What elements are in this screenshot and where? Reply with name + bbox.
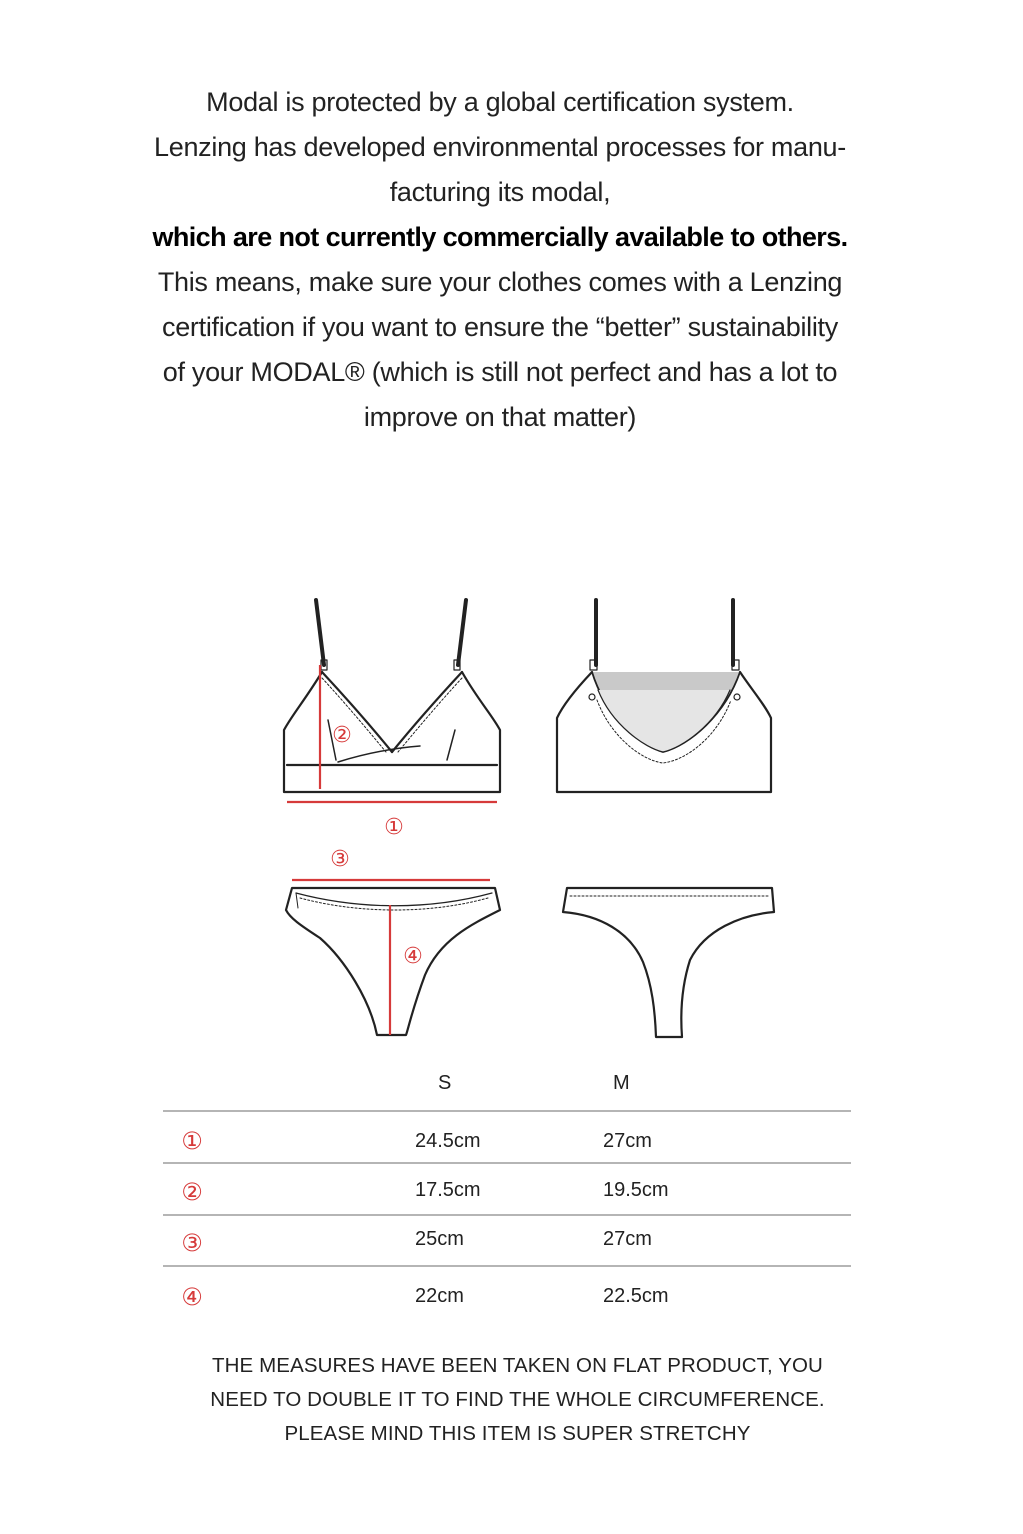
svg-text:①: ① xyxy=(181,1127,203,1155)
row-divider xyxy=(163,1265,851,1267)
marker-4-label: ④ xyxy=(403,944,423,969)
marker-2-icon xyxy=(177,1176,207,1206)
value-m: 27cm xyxy=(603,1228,652,1250)
value-s: 22cm xyxy=(415,1285,464,1307)
row-divider xyxy=(163,1110,851,1112)
table-row xyxy=(163,1214,851,1264)
marker-1-icon xyxy=(177,1125,207,1155)
marker-3-icon xyxy=(177,1227,207,1257)
svg-text:③: ③ xyxy=(181,1229,203,1257)
brief-back-illustration xyxy=(563,888,774,1037)
measurement-diagram xyxy=(0,590,1023,1050)
intro-line: This means, make sure your clothes comes with a Lenzing xyxy=(157,267,843,297)
intro-line-bold: which are not currently commercially available to others. xyxy=(152,222,848,252)
intro-line: Lenzing has developed environmental processes for manu- xyxy=(154,132,846,162)
value-s: 25cm xyxy=(415,1228,464,1250)
value-s: 24.5cm xyxy=(415,1130,481,1152)
svg-text:④: ④ xyxy=(181,1283,203,1311)
note-line: THE MEASURES HAVE BEEN TAKEN ON FLAT PRODUCT, YOU xyxy=(212,1354,823,1377)
bra-front-illustration xyxy=(284,600,500,792)
table-row xyxy=(163,1110,851,1160)
row-divider xyxy=(163,1214,851,1216)
intro-line: of your MODAL® (which is still not perfect and has a lot to xyxy=(162,357,838,387)
intro-line: facturing its modal, xyxy=(389,177,611,207)
intro-line: improve on that matter) xyxy=(363,402,637,432)
svg-text:②: ② xyxy=(181,1178,203,1206)
value-s: 17.5cm xyxy=(415,1179,481,1201)
measurement-note xyxy=(150,1349,885,1451)
marker-2-label: ② xyxy=(332,723,352,748)
value-m: 22.5cm xyxy=(603,1285,669,1307)
marker-4-icon xyxy=(177,1281,207,1311)
marker-1-label: ① xyxy=(384,815,404,840)
intro-line: Modal is protected by a global certification system. xyxy=(206,87,794,117)
note-line: NEED TO DOUBLE IT TO FIND THE WHOLE CIRCUMFERENCE. xyxy=(210,1388,825,1411)
table-row xyxy=(163,1162,851,1212)
note-line: PLEASE MIND THIS ITEM IS SUPER STRETCHY xyxy=(284,1422,751,1445)
header-size-m: M xyxy=(613,1072,630,1094)
table-row xyxy=(163,1265,851,1315)
intro-text xyxy=(100,80,900,440)
brief-front-illustration xyxy=(286,888,500,1035)
header-size-s: S xyxy=(438,1072,452,1094)
value-m: 27cm xyxy=(603,1130,652,1152)
marker-3-label: ③ xyxy=(330,847,350,872)
row-divider xyxy=(163,1162,851,1164)
intro-line: certification if you want to ensure the “better” sustainability xyxy=(162,312,838,342)
value-m: 19.5cm xyxy=(603,1179,669,1201)
bra-back-illustration xyxy=(557,600,771,792)
